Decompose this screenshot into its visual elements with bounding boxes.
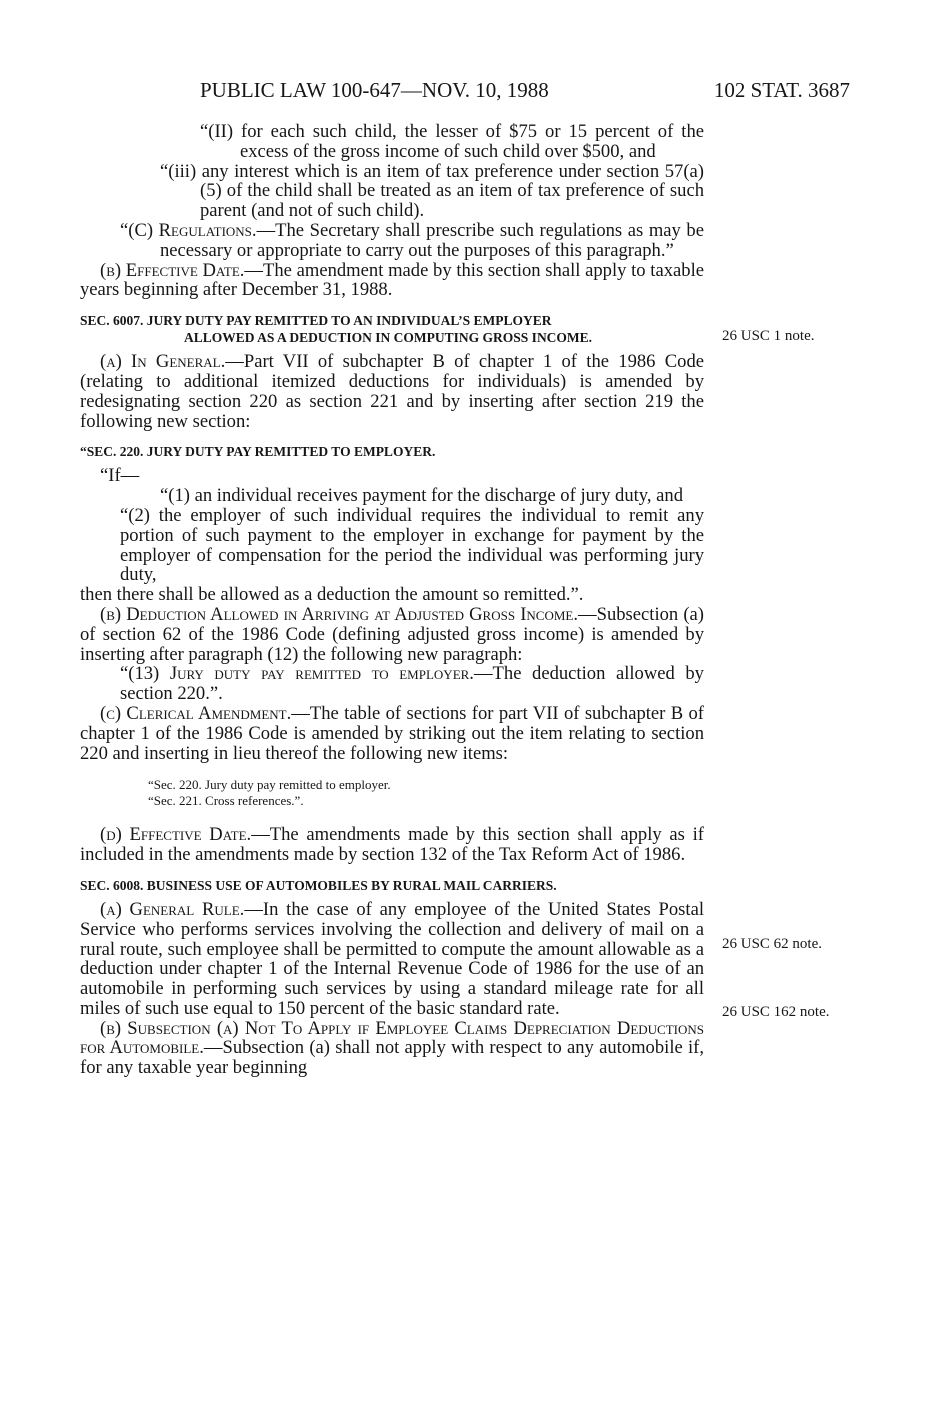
heading-clerical-amendment: (c) Clerical Amendment. xyxy=(100,702,292,724)
text-general-rule: —In the case of any employee of the United States Postal Service who performs services involving the collection and delivery of mail on a rural route, such employee shall be permitted to compute the amount allowable as a deduction under chapter 1 of the Internal Revenue Code of 1986 for the use of an automobile in performing such services by using a standard mileage rate for all miles of such use equal to 150 percent of the basic standard rate. xyxy=(80,898,704,1019)
paragraph-13 xyxy=(80,664,704,704)
paragraph-a-in-general xyxy=(80,352,704,431)
paragraph-then: then there shall be allowed as a deduction the amount so remitted.”. xyxy=(80,584,584,606)
paragraph-2 xyxy=(80,506,704,585)
toc-item: “Sec. 221. Cross references.”. xyxy=(148,793,304,809)
text-paragraph-13: —The deduction allowed by section 220.”. xyxy=(120,663,704,705)
header-stat-page: 102 STAT. 3687 xyxy=(713,78,850,102)
heading-general-rule: (a) General Rule. xyxy=(100,898,245,920)
header-law-date: PUBLIC LAW 100-647—NOV. 10, 1988 xyxy=(200,78,549,102)
text-deduction: —Subsection (a) of section 62 of the 1986 Code (defining adjusted gross income) is amended by inserting after paragraph (12) the following new paragraph: xyxy=(80,603,704,665)
paragraph-d-effective-date xyxy=(80,825,704,865)
margin-note-2: 26 USC 62 note. xyxy=(722,936,823,952)
text-in-general: —Part VII of subchapter B of chapter 1 of the 1986 Code (relating to additional itemized deductions for individuals) is amended by redesignating section 220 as section 221 and by inserting after section 219 the following new section: xyxy=(80,351,704,432)
text-subsection-not-apply: —Subsection (a) shall not apply with respect to any automobile if, for any taxable year beginning xyxy=(80,1037,704,1079)
text-effective-date-d: —The amendments made by this section shall apply as if included in the amendments made by section 132 of the Tax Reform Act of 1986. xyxy=(80,824,704,866)
heading-subsection-not-apply: (b) Subsection (a) Not To Apply if Employee Claims Depreciation Deductions for Automobile. xyxy=(80,1017,704,1059)
paragraph-iii: “(iii) any interest which is an item of tax preference under section 57(a)(5) of the child shall be treated as an item of tax preference of such parent (and not of such child). xyxy=(160,160,704,222)
paragraph-c-clerical xyxy=(80,704,704,763)
heading-regulations: “(C) Regulations. xyxy=(120,219,257,241)
paragraph-if: “If— xyxy=(100,465,140,487)
paragraph-b-deduction xyxy=(80,605,704,664)
section-6008-heading: SEC. 6008. BUSINESS USE OF AUTOMOBILES BY RURAL MAIL CARRIERS. xyxy=(80,877,557,893)
paragraph-b-subsection xyxy=(80,1019,704,1078)
paragraph-a-general-rule xyxy=(80,900,704,1019)
paragraph-1-text: “(1) an individual receives payment for the discharge of jury duty, and xyxy=(160,485,684,507)
paragraph-2-text: “(2) the employer of such individual requires the individual to remit any portion of such payment to the employer in exchange for payment by the employer of compensation for the period the individual was performing jury duty, xyxy=(120,504,704,586)
section-6007-heading xyxy=(80,312,704,346)
paragraph-13-number: “(13) xyxy=(120,663,170,685)
heading-in-general: (a) In General. xyxy=(100,351,226,373)
paragraph-1 xyxy=(80,486,704,506)
section-6007-line1: SEC. 6007. JURY DUTY PAY REMITTED TO AN INDIVIDUAL’S EMPLOYER xyxy=(80,313,552,329)
heading-effective-date-d: (d) Effective Date. xyxy=(100,824,252,846)
margin-note-3: 26 USC 162 note. xyxy=(722,1004,830,1020)
margin-note-1: 26 USC 1 note. xyxy=(722,328,815,344)
paragraph-b-effective-date xyxy=(80,261,704,301)
paragraph-ii: “(II) for each such child, the lesser of $75 or 15 percent of the excess of the gross income of such child over $500, and xyxy=(200,121,704,162)
body-text xyxy=(80,122,704,1078)
text-effective-date: —The amendment made by this section shall apply to taxable years beginning after December 31, 1988. xyxy=(80,259,704,301)
section-220-heading: “SEC. 220. JURY DUTY PAY REMITTED TO EMPLOYER. xyxy=(80,444,436,460)
heading-jury-duty-pay: Jury duty pay remitted to employer. xyxy=(169,663,474,685)
heading-effective-date: (b) Effective Date. xyxy=(100,259,245,281)
text-clerical-amendment: —The table of sections for part VII of subchapter B of chapter 1 of the 1986 Code is amended by striking out the item relating to section 220 and inserting in lieu thereof the following new items: xyxy=(80,702,704,764)
heading-deduction: (b) Deduction Allowed in Arriving at Adjusted Gross Income. xyxy=(100,603,579,625)
table-of-sections xyxy=(80,777,704,809)
paragraph-c-regulations xyxy=(80,221,704,261)
text-regulations: —The Secretary shall prescribe such regulations as may be necessary or appropriate to carry out the purposes of this paragraph.” xyxy=(160,219,704,261)
section-6007-line2: ALLOWED AS A DEDUCTION IN COMPUTING GROSS INCOME. xyxy=(184,330,593,346)
toc-item: “Sec. 220. Jury duty pay remitted to employer. xyxy=(148,777,391,793)
page-header xyxy=(200,78,850,108)
